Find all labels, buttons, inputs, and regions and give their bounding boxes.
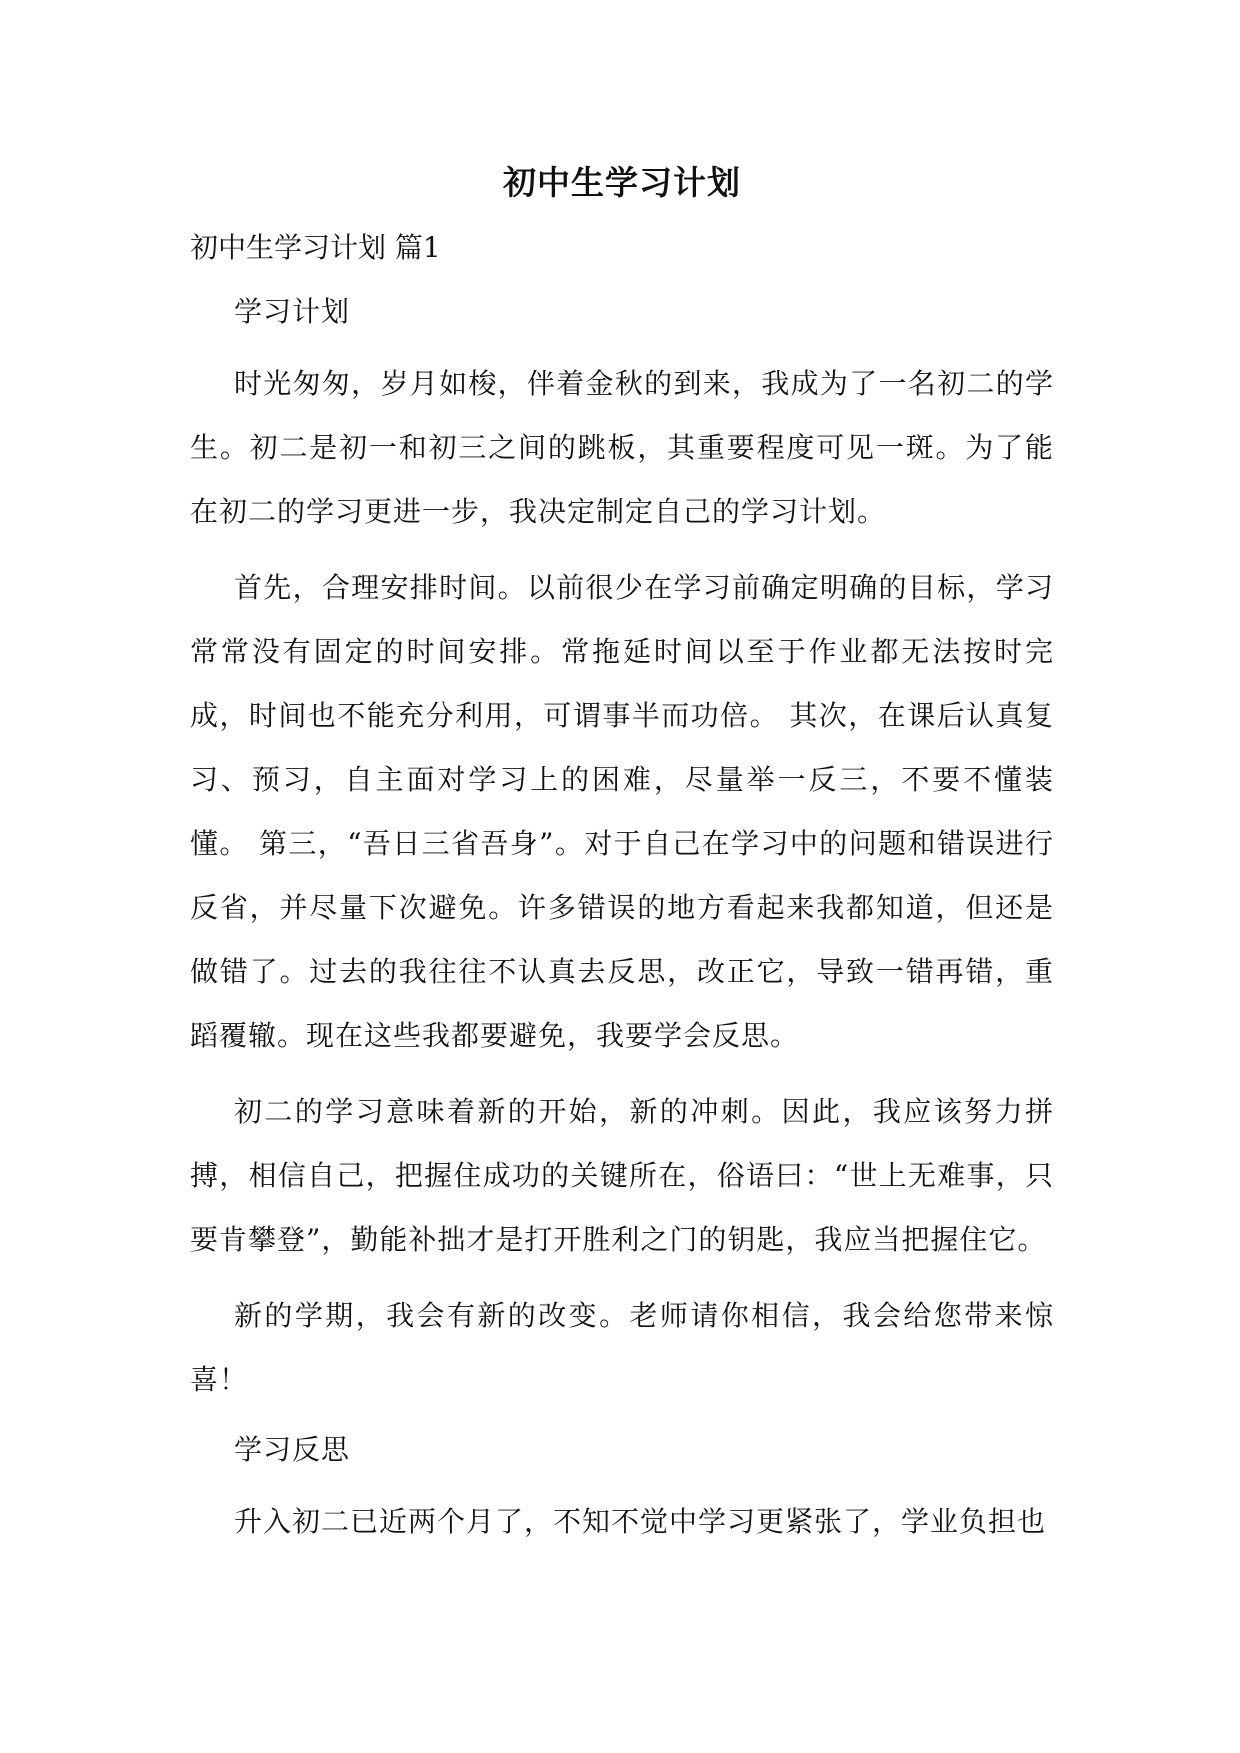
document-title: 初中生学习计划 (503, 163, 741, 202)
article-subtitle: 初中生学习计划 篇1 (190, 231, 441, 264)
section-heading-study-plan: 学习计划 (234, 295, 351, 328)
document-body (190, 158, 1054, 1554)
paragraph-promise: 新的学期，我会有新的改变。老师请你相信，我会给您带来惊喜！ (190, 1299, 1054, 1396)
paragraph-plan-steps: 首先，合理安排时间。以前很少在学习前确定明确的目标，学习常常没有固定的时间安排。常拖延时间以至于作业都无法按时完成，时间也不能充分利用，可谓事半而功倍。 其次，在课后认真复习、预习，自主面对学习上的困难，尽量举一反三，不要不懂装懂。 第三，“吾日三省吾身”。对于自己在学习中的问题和错误进行反省，并尽量下次避免。许多错误的地方看起来我都知道，但还是做错了。过去的我往往不认真去反思，改正它，导致一错再错，重蹈覆辙。现在这些我都要避免，我要学会反思。 (190, 571, 1054, 1052)
paragraph-new-start: 初二的学习意味着新的开始，新的冲刺。因此，我应该努力拼搏，相信自己，把握住成功的关键所在，俗语曰：“世上无难事，只要肯攀登”，勤能补拙才是打开胜利之门的钥匙，我应当把握住它。 (190, 1095, 1054, 1256)
section-heading-reflection: 学习反思 (234, 1433, 351, 1466)
paragraph-reflection-start: 升入初二已近两个月了，不知不觉中学习更紧张了，学业负担也 (234, 1505, 1047, 1538)
paragraph-intro: 时光匆匆，岁月如梭，伴着金秋的到来，我成为了一名初二的学生。初二是初一和初三之间的跳板，其重要程度可见一斑。为了能在初二的学习更进一步，我决定制定自己的学习计划。 (190, 367, 1054, 528)
